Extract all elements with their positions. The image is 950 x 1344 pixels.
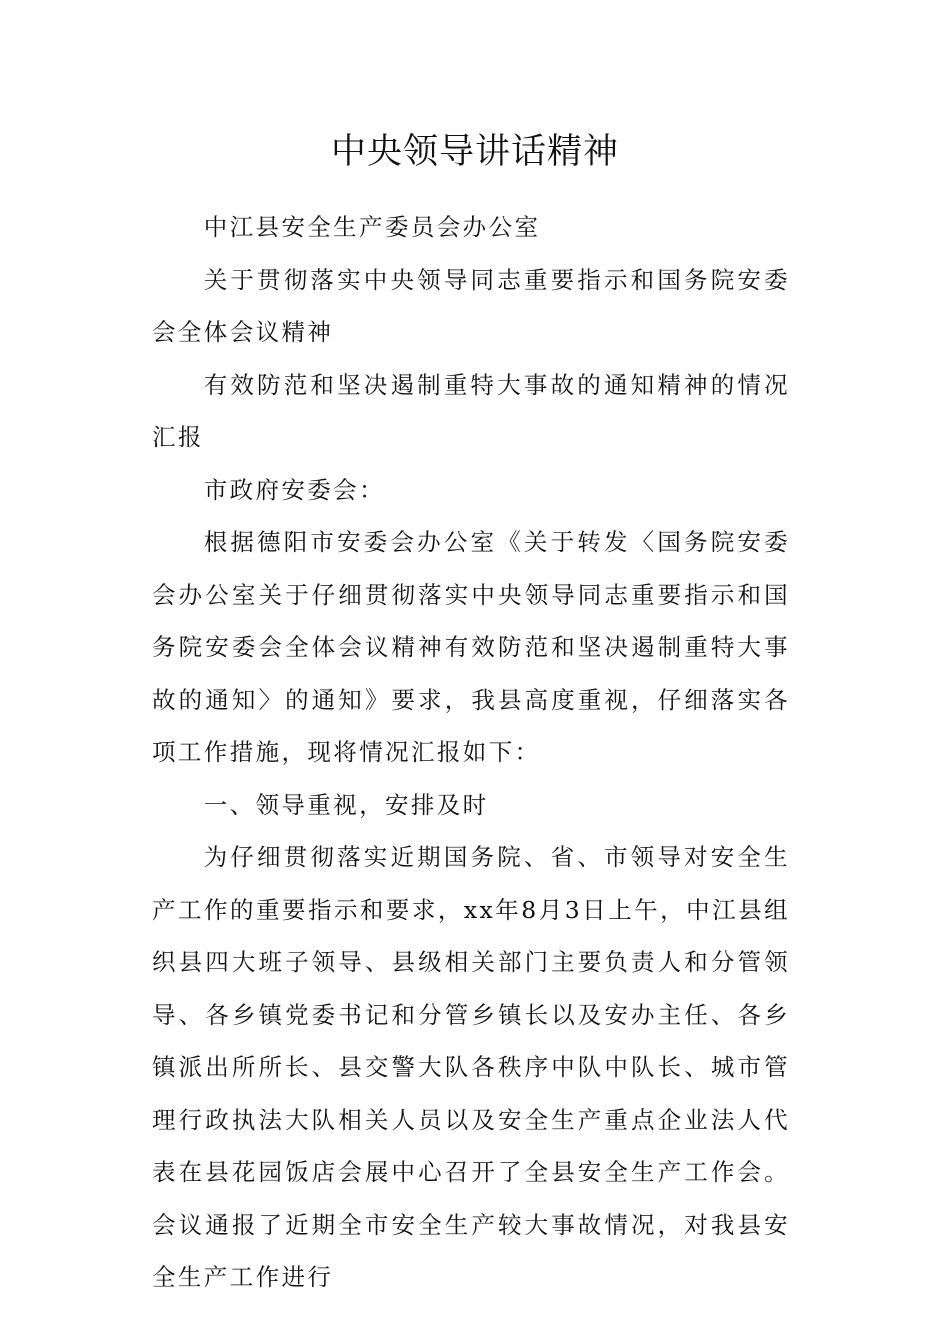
intro-paragraph: 根据德阳市安委会办公室《关于转发〈国务院安委会办公室关于仔细贯彻落实中央领导同志重要指示和国务院安委会全体会议精神有效防范和坚决遏制重特大事故的通知〉的通知》要求，我县高度重视，仔细落实各项工作措施，现将情况汇报如下： — [152, 528, 790, 766]
subject-line-1: 关于贯彻落实中央领导同志重要指示和国务院安委会全体会议精神 — [152, 265, 790, 346]
document-title: 中央领导讲话精神 — [330, 132, 619, 172]
section-heading-1: 一、领导重视，安排及时 — [203, 790, 489, 819]
section-1-paragraph: 为仔细贯彻落实近期国务院、省、市领导对安全生产工作的重要指示和要求，xx年8月3日上午，中江县组织县四大班子领导、县级相关部门主要负责人和分管领导、各乡镇党委书记和分管乡镇长以及安办主任、各乡镇派出所所长、县交警大队各秩序中队中队长、城市管理行政执法大队相关人员以及安全生产重点企业法人代表在县花园饭店会展中心召开了全县安全生产工作会。会议通报了近期全市安全生产较大事故情况，对我县安全生产工作进行 — [152, 843, 790, 1291]
document-body — [152, 201, 790, 1304]
subject-line-2: 有效防范和坚决遏制重特大事故的通知精神的情况汇报 — [152, 370, 790, 451]
addressee-line: 市政府安委会： — [203, 475, 385, 504]
issuer-line: 中江县安全生产委员会办公室 — [203, 213, 541, 241]
